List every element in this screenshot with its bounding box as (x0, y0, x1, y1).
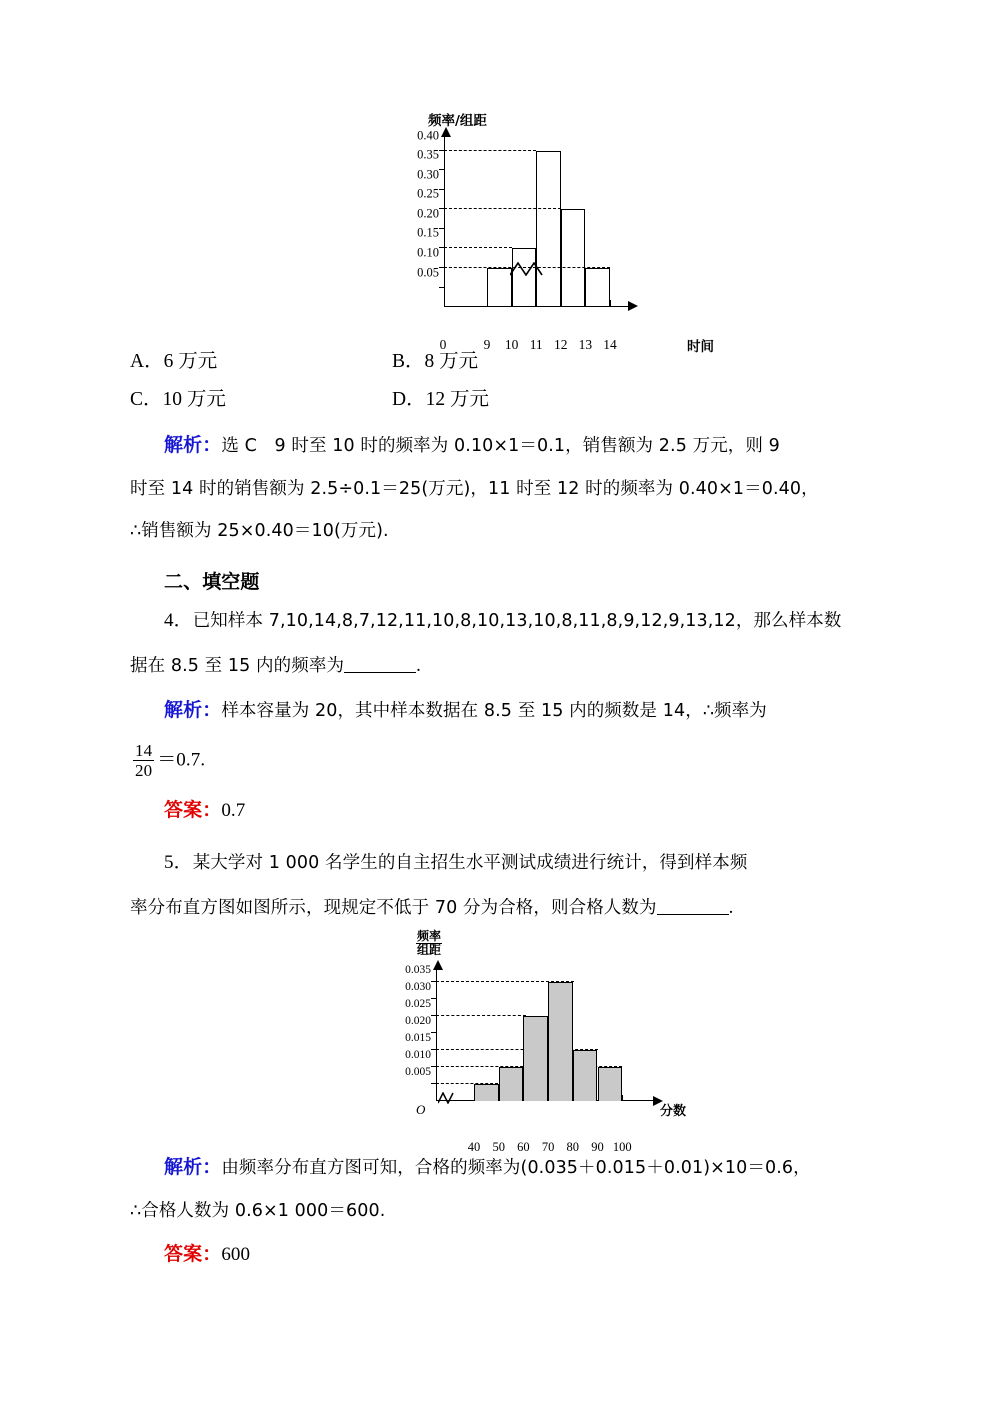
q3-option-a-key: A． (130, 351, 164, 372)
section-heading-fill-in-blank (130, 568, 875, 597)
chart-q5-xtick-label: 60 (517, 1140, 530, 1155)
q3-option-b-key: B． (392, 351, 425, 372)
q4-solution-fraction-line (130, 741, 875, 780)
q4-number: 4． (164, 610, 193, 632)
q3-option-b-text: 8 万元 (424, 351, 479, 372)
chart-q5-y-axis-title-denominator: 组距 (417, 943, 442, 958)
q4-solution-line-1 (130, 696, 875, 725)
chart-q3-bar (561, 209, 586, 307)
chart-q5-bar (474, 1084, 499, 1101)
q5-solution-text-1: 由频率分布直方图可知，合格的频率为(0.035＋0.015＋0.01)×10＝0.6， (221, 1158, 811, 1179)
chart-q5-xtick-label: 70 (541, 1140, 555, 1155)
q4-answer-line (130, 796, 875, 826)
chart-q5-xtick-label: 50 (492, 1140, 505, 1155)
q5-stem-text-1: 某大学对 1 000 名学生的自主招生水平测试成绩进行统计，得到样本频 (192, 853, 748, 874)
chart-q3-xtick-label: 14 (603, 337, 617, 352)
chart-q5-ytick-label: 0.020 (405, 1015, 431, 1028)
page-content (130, 95, 875, 1276)
chart-q3 (392, 109, 714, 355)
q5-answer-label: 答案： (164, 1243, 222, 1266)
chart-q3-plot-area (417, 128, 714, 355)
chart-q3-ytick-label: 0.30 (417, 167, 439, 182)
chart-q5-plot-area (405, 963, 654, 1155)
chart-q5-bar (499, 1067, 524, 1101)
chart-q3-xtick-label: 10 (504, 337, 519, 352)
chart-q3-ytick-label: 0.05 (417, 265, 439, 279)
q3-option-c-key: C． (130, 389, 163, 410)
chart-q5-bar (548, 982, 573, 1101)
chart-q5-xtick-label: 100 (612, 1140, 632, 1155)
q3-option-c-text: 10 万元 (162, 389, 226, 410)
q5-stem-text-2: 率分布直方图如图所示，现规定不低于 70 分为合格，则合格人数为 (130, 897, 657, 918)
q5-stem-period: . (728, 896, 734, 918)
q3-option-c[interactable] (130, 383, 392, 411)
chart-q3-y-axis (444, 135, 445, 307)
q4-fraction (133, 741, 154, 780)
chart-q5-ytick-label: 0.035 (405, 963, 431, 976)
chart-q5-y-axis-title (416, 930, 442, 957)
q4-stem-text-1: 已知样本 7,10,14,8,7,12,11,10,8,10,13,10,8,11,8,9,12,9,13,12，那么样本数 (192, 611, 842, 632)
chart-q5-xtick-label: 80 (566, 1140, 580, 1155)
q3-options-row-1 (130, 345, 875, 373)
chart-q5-origin-label: O (416, 1102, 426, 1118)
chart-q5-gridline (436, 1015, 526, 1016)
q3-solution-text-1: 选 C 9 时至 10 时的频率为 0.10×1＝0.1，销售额为 2.5 万元，则 9 (221, 436, 780, 456)
chart-q5-axis-break-icon (438, 1092, 458, 1104)
chart-q5-bar (598, 1067, 623, 1101)
chart-q5-y-axis (436, 968, 437, 1101)
q4-answer-label: 答案： (164, 798, 222, 821)
q5-answer-blank[interactable] (657, 914, 729, 915)
q5-answer-value: 600 (221, 1244, 251, 1266)
q3-solution-line-1 (130, 431, 875, 460)
q4-answer-value: 0.7 (221, 799, 246, 821)
chart-q3-gridline (444, 247, 512, 248)
chart-q3-ytick-label: 0.25 (417, 186, 439, 201)
chart-q3-x-axis-title: 时间 (687, 339, 714, 355)
chart-q3-ytick-label: 0.15 (417, 225, 439, 240)
q5-solution-line-2: ∴合格人数为 0.6×1 000＝600. (130, 1200, 386, 1221)
chart-q3-ytick-label: 0.10 (417, 245, 439, 260)
chart-q3-y-axis-title: 频率/组距 (428, 113, 487, 129)
chart-q5 (358, 929, 688, 1155)
chart-q5-y-axis-arrow-icon (433, 960, 443, 970)
q5-answer-line (130, 1240, 875, 1270)
chart-q3-xtick-label: 11 (529, 337, 543, 352)
chart-q5-bar (523, 1016, 548, 1101)
q5-stem-line-1 (130, 849, 875, 878)
q3-options-row-2 (130, 383, 875, 411)
q4-stem-line-2 (130, 652, 875, 681)
q4-solution-text-1: 样本容量为 20，其中样本数据在 8.5 至 15 内的频数是 14，∴频率为 (221, 701, 767, 722)
section-heading-text: 二、填空题 (164, 571, 260, 593)
q4-stem-text-2: 据在 8.5 至 15 内的频率为 (130, 655, 345, 676)
q4-solution-label: 解析： (164, 699, 222, 722)
q3-solution-line-3: ∴销售额为 25×0.40＝10(万元). (130, 520, 389, 541)
chart-q5-ytick-label: 0.015 (405, 1032, 431, 1045)
chart-q3-axis-break-icon (510, 262, 544, 276)
chart-q3-ytick-label: 0.20 (417, 206, 439, 221)
chart-q5-xtick-label: 40 (467, 1140, 481, 1155)
chart-q3-ytick-label: 0.35 (417, 147, 439, 162)
chart-q3-xtick-label: 9 (483, 337, 491, 352)
q4-stem-period: . (416, 654, 421, 676)
chart-q3-bar (487, 268, 512, 307)
chart-q5-ytick-label: 0.010 (405, 1049, 431, 1062)
chart-q5-ytick-label: 0.005 (405, 1066, 431, 1079)
chart-q3-bar (512, 248, 537, 307)
q3-option-a-text: 6 万元 (163, 351, 218, 372)
q4-fraction-denominator: 20 (135, 760, 153, 780)
q5-solution-line-1 (130, 1153, 875, 1182)
chart-q5-xtick-label: 90 (591, 1140, 604, 1155)
q3-solution-line-2: 时至 14 时的销售额为 2.5÷0.1＝25(万元)，11 时至 12 时的频率为 0.40×1＝0.40， (130, 478, 819, 499)
chart-q3-gridline (444, 150, 536, 151)
q4-fraction-numerator: 14 (135, 740, 153, 760)
q4-fraction-result: ＝0.7. (157, 749, 206, 771)
chart-q5-bar (573, 1050, 598, 1101)
q5-stem-line-2 (130, 894, 875, 923)
q4-answer-blank[interactable] (344, 672, 416, 673)
chart-q3-xtick-label: 12 (554, 337, 568, 352)
chart-q5-x-axis-title: 分数 (660, 1104, 687, 1120)
chart-q3-x-axis-arrow-icon (628, 301, 638, 311)
chart-q3-bar (585, 268, 610, 307)
q5-number: 5． (164, 852, 193, 874)
chart-q3-xtick-label: 13 (578, 337, 593, 352)
q3-solution-label: 解析： (164, 434, 222, 456)
chart-q3-bar (536, 151, 561, 307)
chart-q3-ytick-label: 0.40 (417, 128, 439, 143)
chart-q5-ytick-label: 0.025 (405, 998, 431, 1011)
q4-stem-line-1 (130, 607, 875, 636)
q3-option-d[interactable] (392, 383, 654, 411)
chart-q5-ytick-label: 0.030 (405, 981, 431, 994)
chart-q3-y-axis-arrow-icon (441, 127, 451, 137)
chart-q3-origin-label: 0 (439, 337, 447, 352)
q3-option-d-key: D． (392, 389, 426, 410)
q3-option-d-text: 12 万元 (425, 389, 489, 410)
chart-q5-y-axis-title-numerator: 频率 (417, 929, 442, 944)
q3-option-a[interactable] (130, 345, 392, 373)
q5-solution-label: 解析： (164, 1156, 222, 1179)
